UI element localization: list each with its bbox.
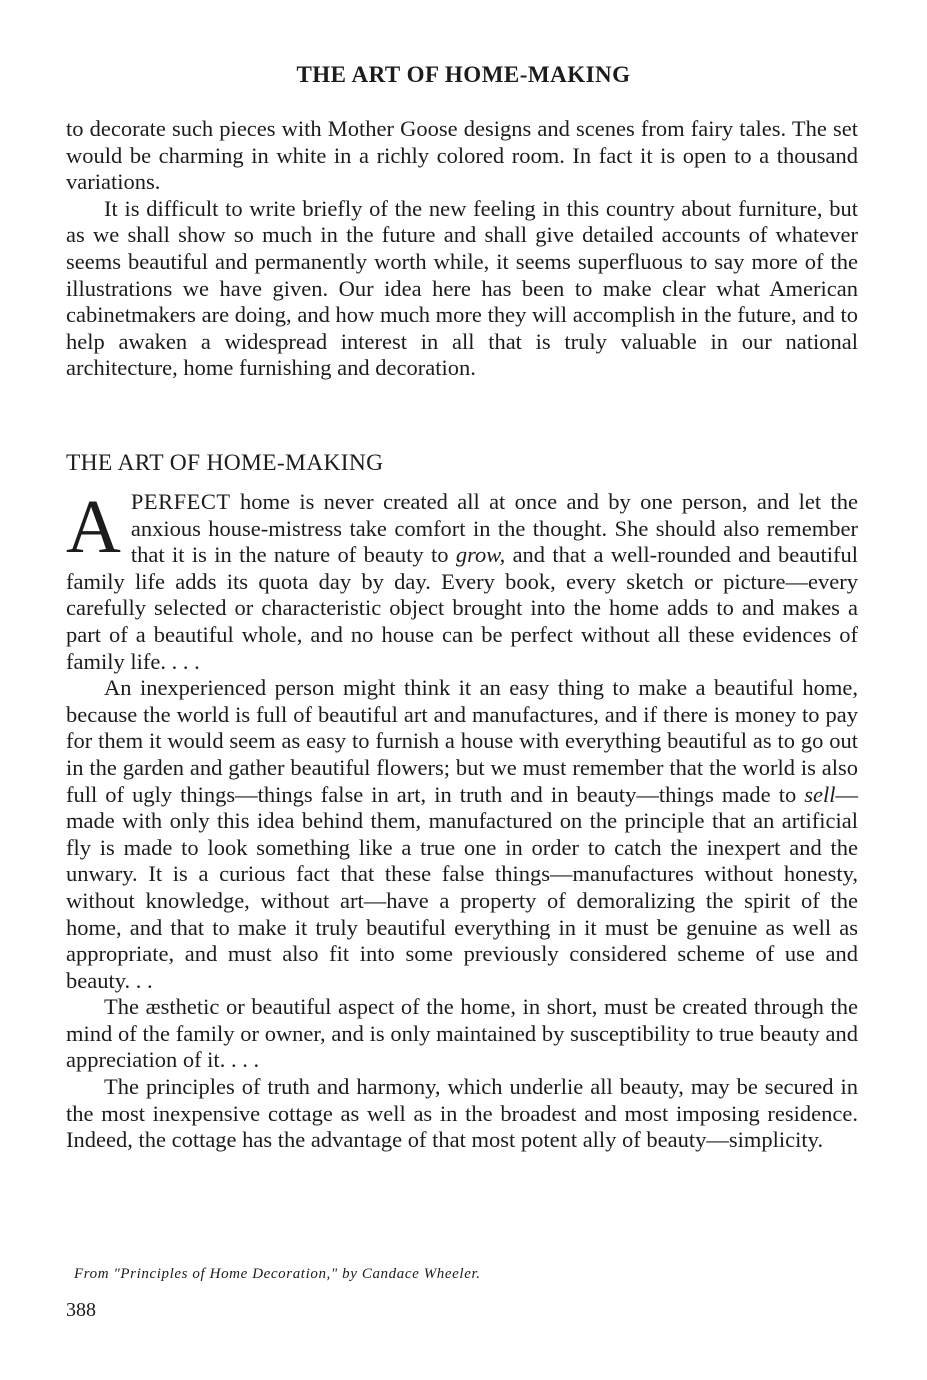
continued-paragraph-1: to decorate such pieces with Mother Goose designs and scenes from fairy tales. The set would be charming in white in a richly colored room. In fact it is open to a thousand variations. [66, 116, 858, 195]
continued-paragraph-2: It is difficult to write briefly of the new feeling in this country about furniture, but as we shall show so much in the future and shall give detailed accounts of whatever seems beautiful and permanently worth while, it seems superfluous to say more of the illustrations we have given. Our idea here has been to make clear what American cabinetmakers are doing, and how much more they will accomplish in the future, and to help awaken a widespread interest in all that is truly valuable in our national architecture, home furnishing and decoration. [66, 195, 858, 381]
paragraph-2-emphasis: sell [804, 781, 836, 807]
paragraph-1-emphasis: grow, [455, 542, 506, 568]
lead-word: PERFECT [130, 489, 231, 514]
section-paragraph-1 [66, 485, 858, 675]
running-head: THE ART OF HOME-MAKING [296, 62, 631, 87]
section-paragraph-2 [66, 675, 858, 994]
section-body [66, 485, 858, 1154]
section-paragraph-3: The æsthetic or beautiful aspect of the home, in short, must be created through the mind of the family or owner, and is only maintained by susceptibility to true beauty and appreciation of it. . . . [66, 994, 858, 1073]
paragraph-1-text-b: and that a well-rounded and beautiful family life adds its quota day by day. Every book, every sketch or picture—every carefully selected or characteristic object brought into the home adds to and makes a part of a beautiful whole, and no house can be perfect without all these evidences of family life. . . . [66, 542, 858, 674]
paragraph-2-text-a: An inexperienced person might think it an easy thing to make a beautiful home, because the world is full of beautiful art and manufactures, and if there is money to pay for them it would seem as easy to furnish a house with everything beautiful as to go out in the garden and gather beautiful flowers; but we must remember that the world is also full of ugly things—things false in art, in truth and in beauty—things made to [66, 675, 858, 807]
drop-cap: A [66, 485, 121, 569]
continued-article [66, 116, 858, 382]
section-paragraph-4: The principles of truth and harmony, which underlie all beauty, may be secured in the most inexpensive cottage as well as in the broadest and most imposing residence. Indeed, the cottage has the advantage of that most potent ally of beauty—simplicity. [66, 1074, 858, 1153]
section-heading: THE ART OF HOME-MAKING [66, 450, 384, 476]
page-number: 388 [66, 1299, 96, 1321]
paragraph-1-text-a: home is never created all at once and by one person, and let the anxious house-mistress take comfort in the thought. She should also remember that it is in the nature of beauty to [130, 489, 858, 568]
citation: From "Principles of Home Decoration," by Candace Wheeler. [74, 1266, 481, 1282]
paragraph-2-text-b: —made with only this idea behind them, manufactured on the principle that an artificial fly is made to look something like a true one in order to catch the inexpert and the unwary. It is a curious fact that these false things—manufactures without honesty, without knowledge, without art—have a property of demoralizing the spirit of the home, and that to make it truly beautiful everything in it must be genuine as well as appropriate, and must also fit into some previously considered scheme of use and beauty. . . [66, 781, 858, 993]
